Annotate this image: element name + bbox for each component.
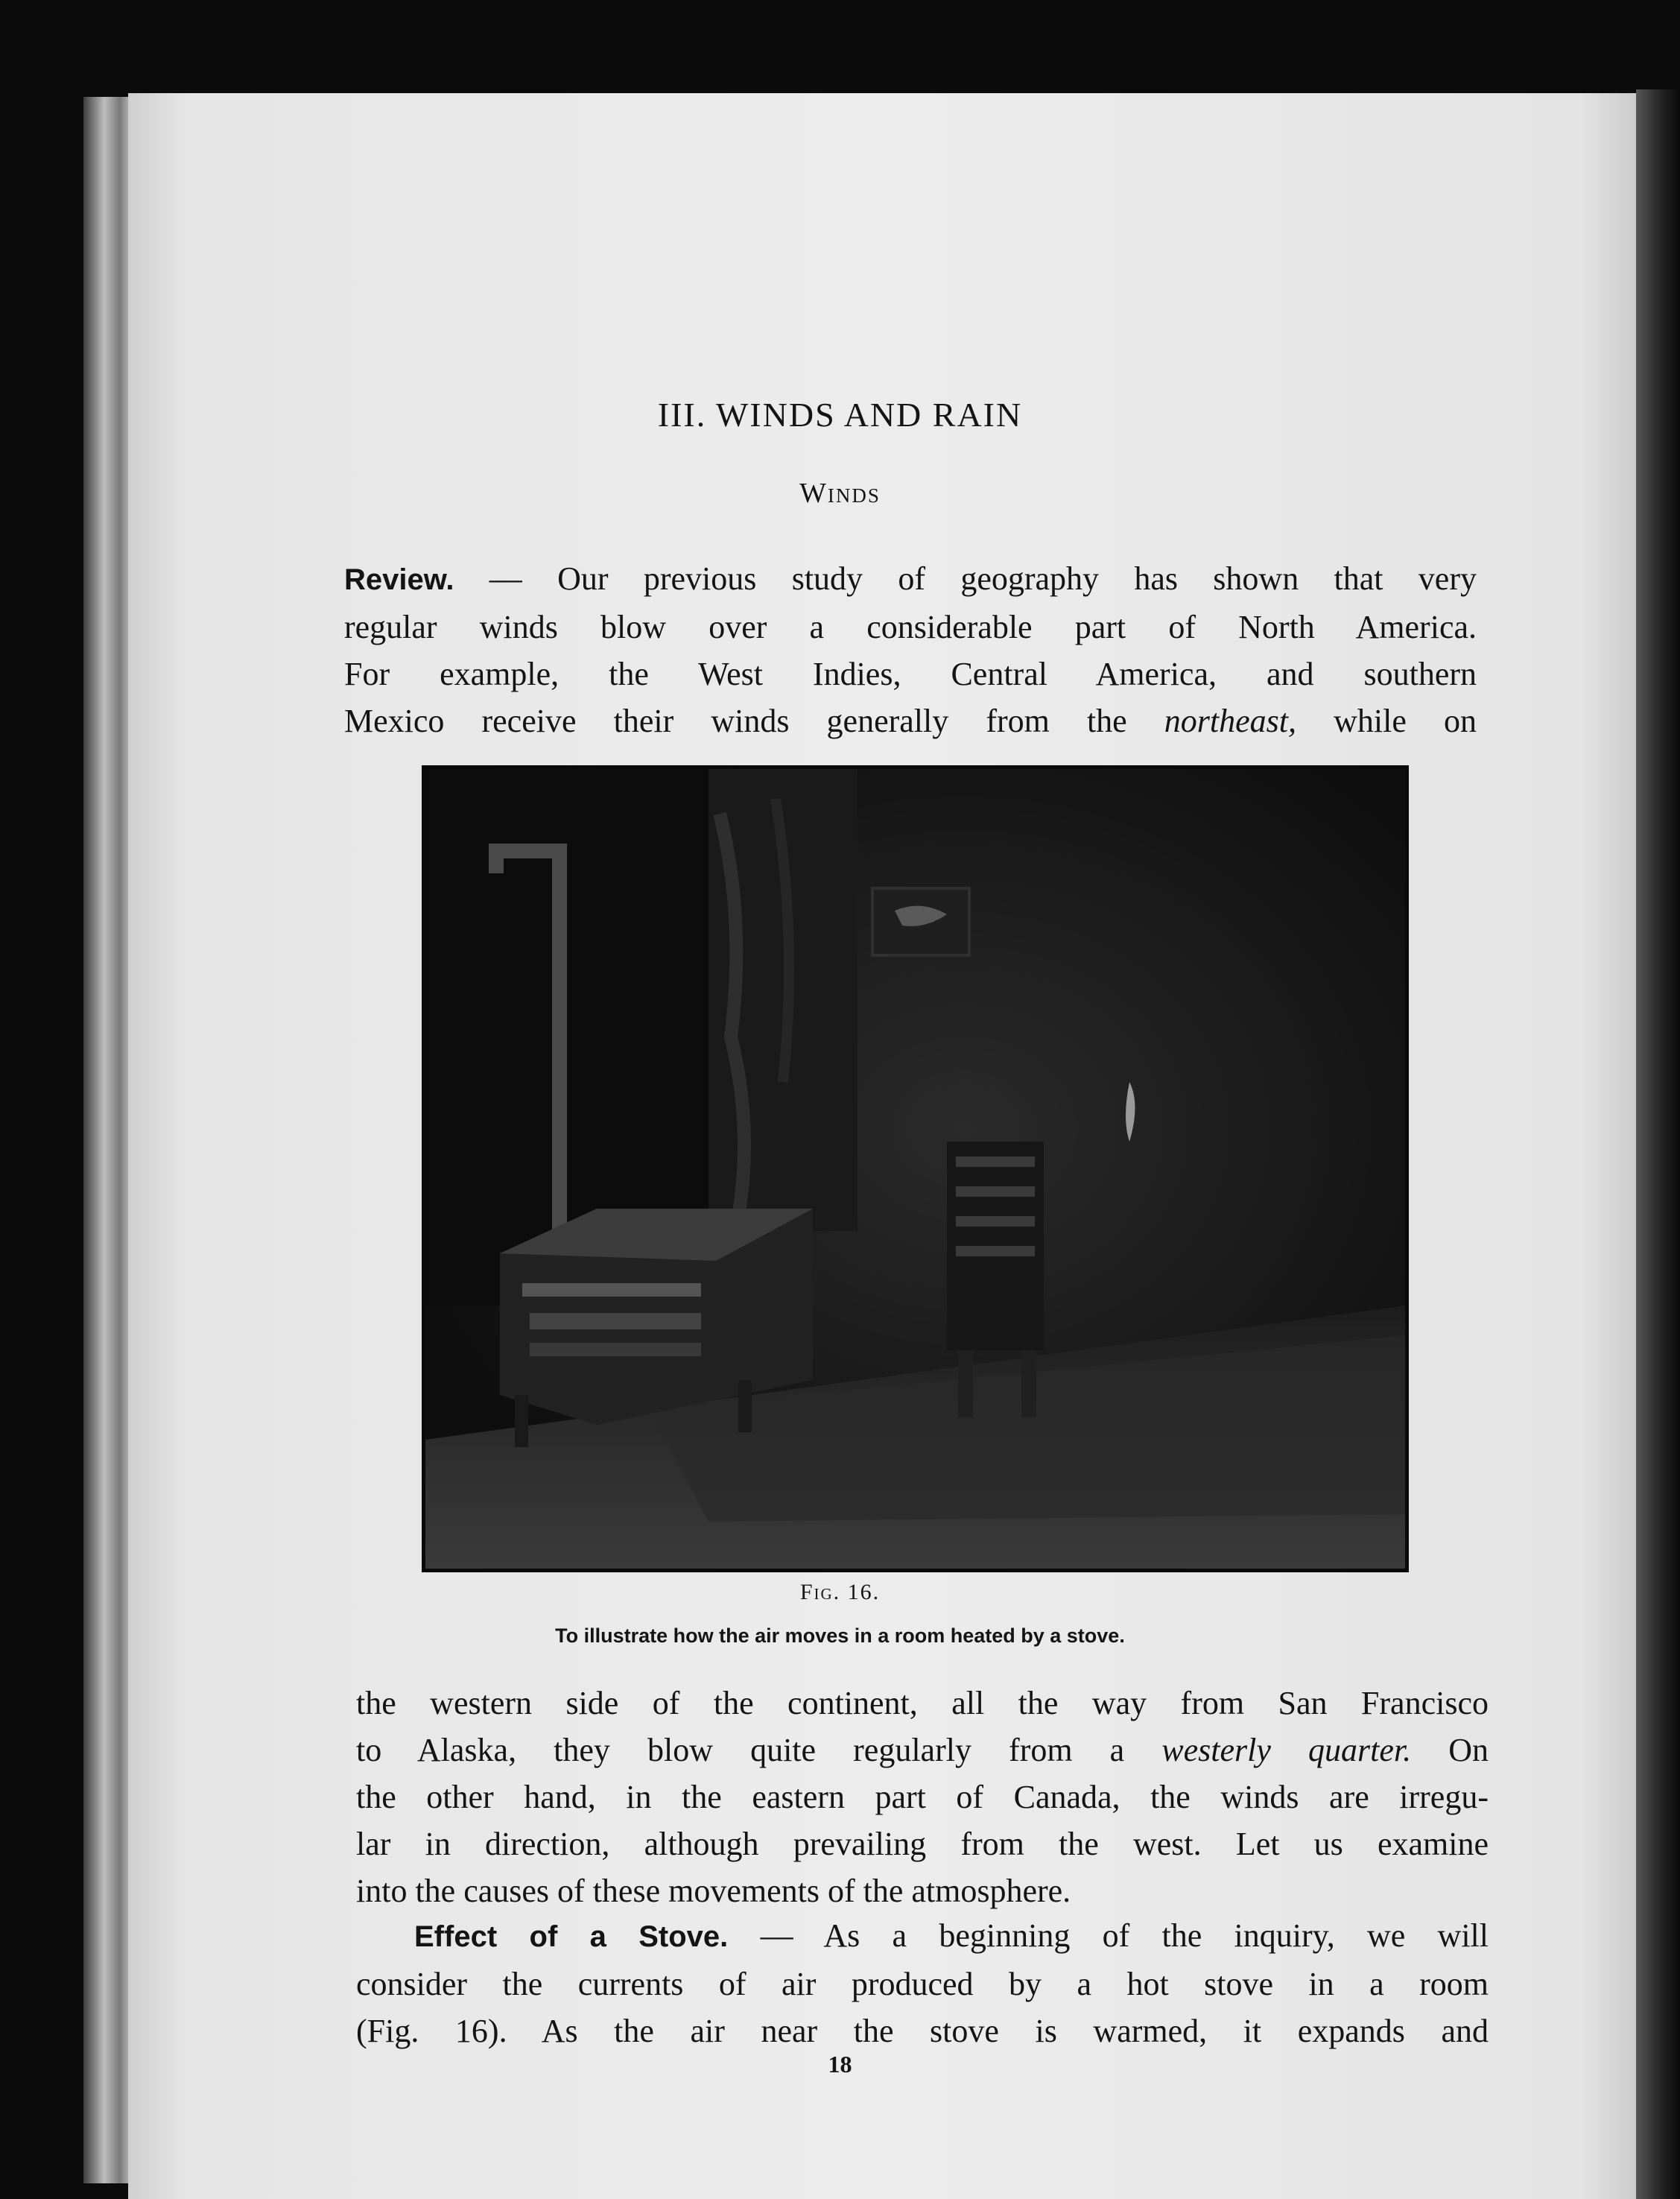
emphasis-text: northeast, bbox=[1164, 703, 1297, 739]
paragraph-line bbox=[356, 1912, 1489, 1961]
figure-stove-room-photo bbox=[422, 765, 1409, 1572]
paragraph-line: the western side of the continent, all the way from San Francisco bbox=[356, 1685, 1489, 1721]
paragraph-line: (Fig. 16). As the air near the stove is warmed, it expands and bbox=[356, 2013, 1489, 2049]
page-number: 18 bbox=[828, 2051, 852, 2078]
paragraph-line-text: to Alaska, they blow quite regularly from a bbox=[356, 1732, 1162, 1768]
paragraph-continued bbox=[356, 1680, 1489, 1914]
emphasis-text: westerly quarter. bbox=[1161, 1732, 1412, 1768]
paragraph-line: into the causes of these movements of the atmosphere. bbox=[356, 1873, 1071, 1909]
paragraph-effect-of-stove bbox=[356, 1912, 1489, 2054]
run-in-heading: Effect of a Stove. bbox=[414, 1920, 729, 1953]
paragraph-line-text: On bbox=[1411, 1732, 1489, 1768]
paragraph-line: lar in direction, although prevailing from the west. Let us examine bbox=[356, 1826, 1489, 1862]
paragraph-line: the other hand, in the eastern part of Canada, the winds are irregu- bbox=[356, 1779, 1489, 1815]
paragraph-line bbox=[344, 697, 1477, 744]
paragraph-line: For example, the West Indies, Central America, and southern bbox=[344, 656, 1477, 692]
paragraph-line-text: — Our previous study of geography has shown that very bbox=[489, 560, 1477, 597]
run-in-heading: Review. bbox=[344, 563, 454, 596]
paragraph-line-text: while on bbox=[1296, 703, 1477, 739]
chapter-title: III. WINDS AND RAIN bbox=[657, 396, 1023, 434]
paragraph-line: regular winds blow over a considerable part of North America. bbox=[344, 609, 1477, 645]
paragraph-line bbox=[344, 555, 1477, 604]
paragraph-line-text: Mexico receive their winds generally from the bbox=[344, 703, 1164, 739]
figure-caption: To illustrate how the air moves in a room heated by a stove. bbox=[555, 1624, 1125, 1647]
paragraph-line bbox=[356, 1727, 1489, 1774]
paragraph-line-text: — As a beginning of the inquiry, we will bbox=[760, 1917, 1489, 1954]
stove-room-illustration bbox=[425, 769, 1405, 1569]
figure-label: Fig. 16. bbox=[799, 1580, 881, 1604]
paragraph-line: consider the currents of air produced by a hot stove in a room bbox=[356, 1966, 1489, 2002]
paragraph-review bbox=[344, 555, 1477, 744]
section-title: Winds bbox=[799, 478, 881, 509]
